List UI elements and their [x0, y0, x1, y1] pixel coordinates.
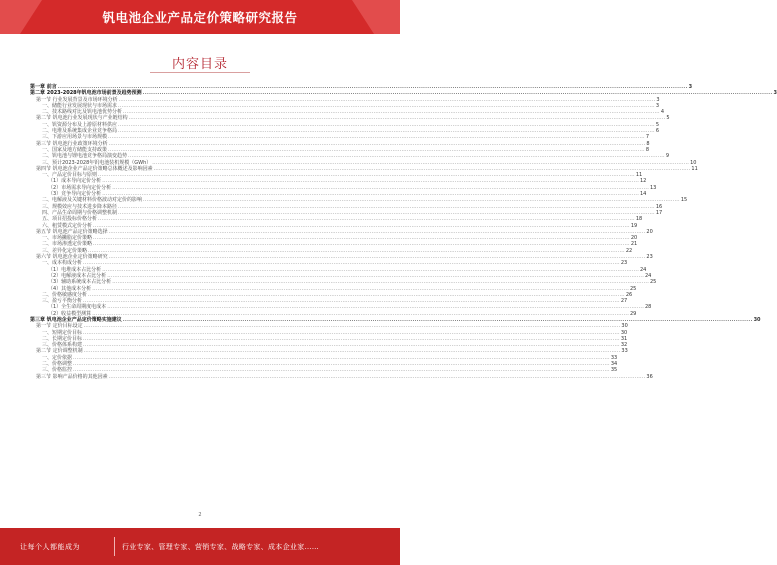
- toc-entry-title: 一、定价依据: [42, 354, 73, 361]
- toc-entry-page: 11: [635, 172, 643, 179]
- toc-leader-dots: ............................................................................................................................................................................................................................................................................................................: [152, 159, 690, 166]
- toc-entry-title: 三、差异化定价策略: [42, 247, 88, 254]
- toc-leader-dots: ............................................................................................................................................................................................................................................................................................................: [102, 178, 639, 185]
- toc-entry-page: 3: [655, 102, 660, 109]
- toc-leader-dots: ............................................................................................................................................................................................................................................................................................................: [123, 109, 660, 116]
- toc-leader-dots: ............................................................................................................................................................................................................................................................................................................: [142, 90, 773, 97]
- toc-entry[interactable]: [30, 373, 653, 380]
- toc-entry-title: （3）辅助系统成本占比分析: [48, 279, 112, 286]
- toc-entry-title: 第三节 钒电池行业政策环境分析: [36, 140, 108, 147]
- toc-entry-page: 4: [660, 109, 665, 116]
- toc-entry-page: 30: [621, 323, 628, 330]
- toc-leader-dots: ............................................................................................................................................................................................................................................................................................................: [93, 222, 630, 229]
- toc-entry-page: 13: [650, 184, 657, 191]
- toc-entry-page: 24: [645, 272, 652, 279]
- toc-entry-page: 20: [646, 228, 653, 235]
- toc-leader-dots: ............................................................................................................................................................................................................................................................................................................: [112, 184, 649, 191]
- toc-entry-title: 三、规模效应与技术进步降本路径: [42, 203, 118, 210]
- toc-leader-dots: ............................................................................................................................................................................................................................................................................................................: [83, 348, 621, 355]
- toc-entry-page: 10: [690, 159, 697, 166]
- toc-entry-title: 一、国家及地方储能支持政策: [42, 146, 108, 153]
- toc-leader-dots: ............................................................................................................................................................................................................................................................................................................: [73, 354, 610, 361]
- toc-leader-dots: ............................................................................................................................................................................................................................................................................................................: [73, 361, 610, 368]
- toc-leader-dots: ............................................................................................................................................................................................................................................................................................................: [93, 235, 630, 242]
- toc-leader-dots: ............................................................................................................................................................................................................................................................................................................: [98, 172, 635, 179]
- toc-entry-title: 二、技术路线对比及钒电池优势分析: [42, 109, 123, 116]
- toc-entry-title: 四、产品生命周期与价格调整机制: [42, 209, 118, 216]
- toc-entry-title: 二、价格敏感度分析: [42, 291, 88, 298]
- toc-entry-page: 27: [620, 298, 628, 305]
- toc-leader-dots: ............................................................................................................................................................................................................................................................................................................: [92, 285, 629, 292]
- toc-entry-title: 三、下游应用场景与市场规模: [42, 134, 108, 141]
- toc-entry-page: 8: [645, 146, 650, 153]
- toc-entry-page: 16: [655, 203, 663, 210]
- toc-leader-dots: ............................................................................................................................................................................................................................................................................................................: [118, 203, 655, 210]
- toc-entry-page: 9: [665, 153, 670, 160]
- toc-entry-page: 3: [656, 96, 660, 103]
- toc-leader-dots: ............................................................................................................................................................................................................................................................................................................: [153, 165, 691, 172]
- toc-leader-dots: ............................................................................................................................................................................................................................................................................................................: [128, 153, 665, 160]
- toc-entry-page: 22: [625, 247, 633, 254]
- toc-entry-title: 第三节 影响产品价格的其他因素: [36, 373, 108, 380]
- toc-entry-title: 三、预计2023-2028年钒电池装机规模（GWh）: [42, 159, 152, 166]
- toc-entry-title: 二、电解液及关键材料价格波动对定价的影响: [42, 197, 143, 204]
- toc-entry-title: 三、价格体系构建: [42, 342, 83, 349]
- toc-entry-page: 32: [620, 342, 628, 349]
- toc-entry-title: 一、产品定价目标与原则: [42, 172, 98, 179]
- toc-entry-page: 24: [640, 266, 647, 273]
- toc-leader-dots: ............................................................................................................................................................................................................................................................................................................: [118, 102, 655, 109]
- toc-entry-title: 第二章 2023-2028年钒电池市场前景及趋势预测: [30, 90, 142, 97]
- toc-entry-page: 6: [655, 128, 660, 135]
- toc-entry-page: 33: [621, 348, 628, 355]
- toc-leader-dots: ............................................................................................................................................................................................................................................................................................................: [73, 367, 610, 374]
- toc-entry-page: 7: [645, 134, 650, 141]
- toc-leader-dots: ............................................................................................................................................................................................................................................................................................................: [108, 146, 645, 153]
- toc-leader-dots: ............................................................................................................................................................................................................................................................................................................: [128, 115, 666, 122]
- toc-entry-title: 三、价格监控: [42, 367, 73, 374]
- toc-leader-dots: ............................................................................................................................................................................................................................................................................................................: [57, 84, 688, 90]
- toc-entry-page: 25: [650, 279, 657, 286]
- toc-leader-dots: ............................................................................................................................................................................................................................................................................................................: [98, 216, 635, 223]
- toc-entry-page: 5: [655, 121, 660, 128]
- toc-entry-title: （1）成本导向定价分析: [48, 178, 102, 185]
- toc-entry-title: 二、市场渗透定价策略: [42, 241, 93, 248]
- toc-leader-dots: ............................................................................................................................................................................................................................................................................................................: [83, 260, 620, 267]
- toc-leader-dots: ............................................................................................................................................................................................................................................................................................................: [107, 272, 644, 279]
- toc-title: 内容目录: [171, 57, 228, 72]
- toc-leader-dots: ............................................................................................................................................................................................................................................................................................................: [118, 128, 655, 135]
- toc-entry-page: 12: [640, 178, 647, 185]
- toc-entry-page: 21: [630, 241, 638, 248]
- toc-entry-page: 15: [680, 197, 688, 204]
- toc-entry-title: （3）竞争导向定价分析: [48, 191, 102, 198]
- toc-entry-title: 第四节 钒电池企业产品定价策略总体概述及影响因素: [36, 165, 153, 172]
- footer-slogan-left: 让每个人都能成为: [20, 543, 80, 551]
- toc-entry-title: 六、租赁模式定价分析: [42, 222, 93, 229]
- toc-entry-title: 第二节 钒电池行业发展现状与产业链结构: [36, 115, 128, 122]
- toc-leader-dots: ............................................................................................................................................................................................................................................................................................................: [107, 304, 644, 311]
- toc-entry-title: 二、长期定价目标: [42, 335, 83, 342]
- toc-entry-page: 3: [688, 84, 693, 90]
- toc-entry-title: （1）电堆成本占比分析: [48, 266, 102, 273]
- toc-entry-page: 26: [625, 291, 633, 298]
- toc-entry-page: 20: [630, 235, 638, 242]
- toc-entry-page: 23: [646, 254, 653, 261]
- toc-leader-dots: ............................................................................................................................................................................................................................................................................................................: [92, 310, 629, 317]
- toc-entry-title: 一、短期定价目标: [42, 329, 83, 336]
- toc-entry-page: 28: [645, 304, 652, 311]
- toc-leader-dots: ............................................................................................................................................................................................................................................................................................................: [83, 335, 620, 342]
- toc-entry-page: 5: [666, 115, 670, 122]
- toc-entry-page: 23: [620, 260, 628, 267]
- toc-entry-page: 34: [610, 361, 618, 368]
- toc-leader-dots: ............................................................................................................................................................................................................................................................................................................: [88, 291, 625, 298]
- toc-entry-page: 36: [646, 373, 653, 380]
- toc-entry-title: 第一节 行业发展背景及市场环境分析: [36, 96, 118, 103]
- toc-leader-dots: ............................................................................................................................................................................................................................................................................................................: [108, 140, 646, 147]
- toc-entry-title: 第六节 钒电池企业定价策略研究: [36, 254, 108, 261]
- toc-entry-title: （2）市场需求导向定价分析: [48, 184, 112, 191]
- footer-divider: [114, 537, 115, 556]
- toc-entry-title: （1）全生命周期度电成本: [48, 304, 107, 311]
- toc-leader-dots: ............................................................................................................................................................................................................................................................................................................: [108, 134, 645, 141]
- toc-entry-page: 11: [691, 165, 698, 172]
- toc-entry-page: 31: [620, 335, 628, 342]
- toc-leader-dots: ............................................................................................................................................................................................................................................................................................................: [108, 228, 646, 235]
- toc-entry-title: 二、钒电池与锂电池竞争格局演变趋势: [42, 153, 128, 160]
- toc-entry-page: 3: [773, 90, 777, 97]
- toc-entry-title: 二、价格调整: [42, 361, 73, 368]
- toc-entry-title: 第一章 前言: [30, 84, 57, 90]
- toc-leader-dots: ............................................................................................................................................................................................................................................................................................................: [102, 266, 639, 273]
- toc-entry-title: 一、市场撇脂定价策略: [42, 235, 93, 242]
- toc-leader-dots: ............................................................................................................................................................................................................................................................................................................: [112, 279, 649, 286]
- toc-entry-page: 29: [630, 310, 637, 317]
- toc-entry-title: 三、盈亏平衡分析: [42, 298, 83, 305]
- toc-entry-title: 二、电堆及系统集成企业竞争格局: [42, 128, 118, 135]
- page-number: 2: [198, 512, 202, 518]
- toc-entry-title: （4）其他成本分析: [48, 285, 92, 292]
- toc-leader-dots: ............................................................................................................................................................................................................................................................................................................: [122, 316, 753, 323]
- toc-leader-dots: ............................................................................................................................................................................................................................................................................................................: [108, 373, 646, 380]
- toc-entry-page: 33: [610, 354, 618, 361]
- toc-entry-title: 第一节 定价目标设定: [36, 323, 83, 330]
- toc-entry-page: 17: [655, 209, 663, 216]
- toc-entry-title: 一、储能行业发展现状与市场需求: [42, 102, 118, 109]
- toc-entry-page: 18: [635, 216, 643, 223]
- toc-entry-page: 14: [640, 191, 647, 198]
- toc-entry-page: 19: [630, 222, 638, 229]
- footer-bar: [0, 528, 400, 565]
- toc-entry-title: 一、钒资源分布及上游原材料供应: [42, 121, 118, 128]
- toc-leader-dots: ............................................................................................................................................................................................................................................................................................................: [108, 254, 646, 261]
- toc-leader-dots: ............................................................................................................................................................................................................................................................................................................: [118, 96, 656, 103]
- report-title: 钒电池企业产品定价策略研究报告: [102, 10, 298, 25]
- toc-entry-page: 8: [646, 140, 650, 147]
- toc-entry-title: （2）电解液成本占比分析: [48, 272, 107, 279]
- toc-leader-dots: ............................................................................................................................................................................................................................................................................................................: [93, 241, 630, 248]
- toc-leader-dots: ............................................................................................................................................................................................................................................................................................................: [118, 121, 655, 128]
- toc-leader-dots: ............................................................................................................................................................................................................................................................................................................: [83, 298, 620, 305]
- toc-entry-page: 30: [753, 316, 761, 323]
- header-bar: [0, 0, 400, 34]
- toc-leader-dots: ............................................................................................................................................................................................................................................................................................................: [118, 209, 655, 216]
- toc-leader-dots: ............................................................................................................................................................................................................................................................................................................: [102, 191, 639, 198]
- toc-entry-title: 五、项目招投标价格分析: [42, 216, 98, 223]
- toc-entry-title: 一、成本构成分析: [42, 260, 83, 267]
- toc-leader-dots: ............................................................................................................................................................................................................................................................................................................: [83, 323, 621, 330]
- toc-entry-title: 第五节 钒电池产品定价策略选择: [36, 228, 108, 235]
- toc-leader-dots: ............................................................................................................................................................................................................................................................................................................: [143, 197, 680, 204]
- toc-entry-page: 25: [630, 285, 637, 292]
- toc-entry-title: 第二节 定价调整机制: [36, 348, 83, 355]
- footer-slogan-right: 行业专家、管理专家、营销专家、战略专家、成本企业家……: [122, 543, 320, 551]
- toc-title-underline: [150, 72, 250, 73]
- toc-entry-title: 第三章 钒电池企业产品定价策略实施建议: [30, 316, 122, 323]
- toc-leader-dots: ............................................................................................................................................................................................................................................................................................................: [88, 247, 625, 254]
- table-of-contents: [30, 84, 777, 380]
- toc-entry-title: （2）收益模型测算: [48, 310, 92, 317]
- toc-leader-dots: ............................................................................................................................................................................................................................................................................................................: [83, 342, 620, 349]
- toc-entry-page: 35: [610, 367, 618, 374]
- toc-entry-page: 30: [620, 329, 628, 336]
- toc-leader-dots: ............................................................................................................................................................................................................................................................................................................: [83, 329, 620, 336]
